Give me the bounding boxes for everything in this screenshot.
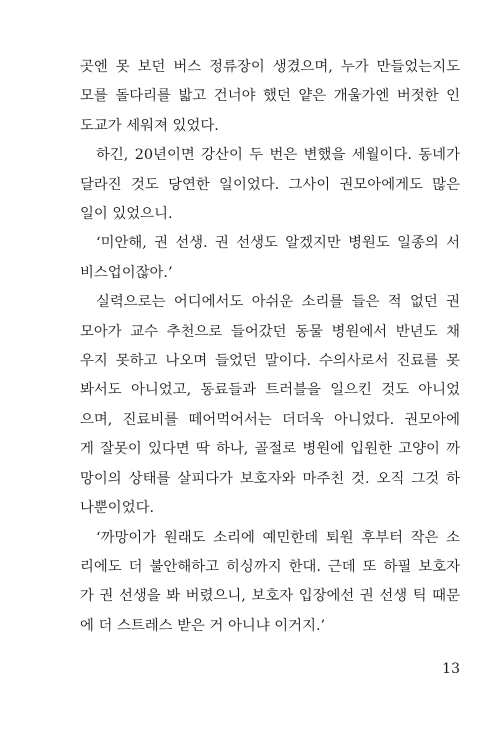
paragraph-2 [80, 141, 460, 229]
text-line: 달라진 것도 당연한 일이었다. 그사이 권모아에게도 많은 [80, 176, 460, 193]
text-line: 리에도 더 불안해하고 히싱까지 한대. 근데 또 하필 보호자 [80, 558, 460, 575]
text-line: 으며, 진료비를 떼어먹어서는 더더욱 아니었다. 권모아에 [80, 411, 460, 428]
text-line: 나뿐이었다. [80, 500, 155, 517]
paragraph-1 [80, 53, 460, 141]
page-number: 13 [442, 661, 460, 677]
text-line: 봐서도 아니었고, 동료들과 트러블을 일으킨 것도 아니었 [80, 382, 460, 399]
text-line: 도교가 세워져 있었다. [80, 117, 219, 134]
text-line: ‘미안해, 권 선생. 권 선생도 알겠지만 병원도 일종의 서 [96, 235, 460, 252]
text-line: 망이의 상태를 살피다가 보호자와 마주친 것. 오직 그것 하 [80, 470, 460, 487]
text-line: ‘까망이가 원래도 소리에 예민한데 퇴원 후부터 작은 소 [96, 529, 460, 546]
text-line: 게 잘못이 있다면 딱 하나, 골절로 병원에 입원한 고양이 까 [80, 441, 460, 458]
text-line: 실력으로는 어디에서도 아쉬운 소리를 들은 적 없던 권 [96, 294, 460, 311]
paragraph-4 [80, 288, 460, 523]
text-line: 우지 못하고 나오며 들었던 말이다. 수의사로서 진료를 못 [80, 353, 460, 370]
text-line: 곳엔 못 보던 버스 정류장이 생겼으며, 누가 만들었는지도 [80, 59, 460, 75]
text-line: 모아가 교수 추천으로 들어갔던 동물 병원에서 반년도 채 [80, 323, 460, 340]
text-line: 에 더 스트레스 받은 거 아니냐 이거지.’ [80, 617, 326, 634]
text-line: 가 권 선생을 봐 버렸으니, 보호자 입장에선 권 선생 틱 때문 [80, 588, 460, 605]
text-line: 일이 있었으니. [80, 206, 173, 223]
paragraph-5 [80, 524, 460, 642]
body-text [80, 53, 460, 641]
paragraph-3 [80, 229, 460, 288]
text-line: 비스업이잖아.’ [80, 264, 173, 281]
text-line: 하긴, 20년이면 강산이 두 번은 변했을 세월이다. 동네가 [96, 147, 460, 164]
text-line: 모를 돌다리를 밟고 건너야 했던 얕은 개울가엔 버젓한 인 [80, 88, 460, 105]
